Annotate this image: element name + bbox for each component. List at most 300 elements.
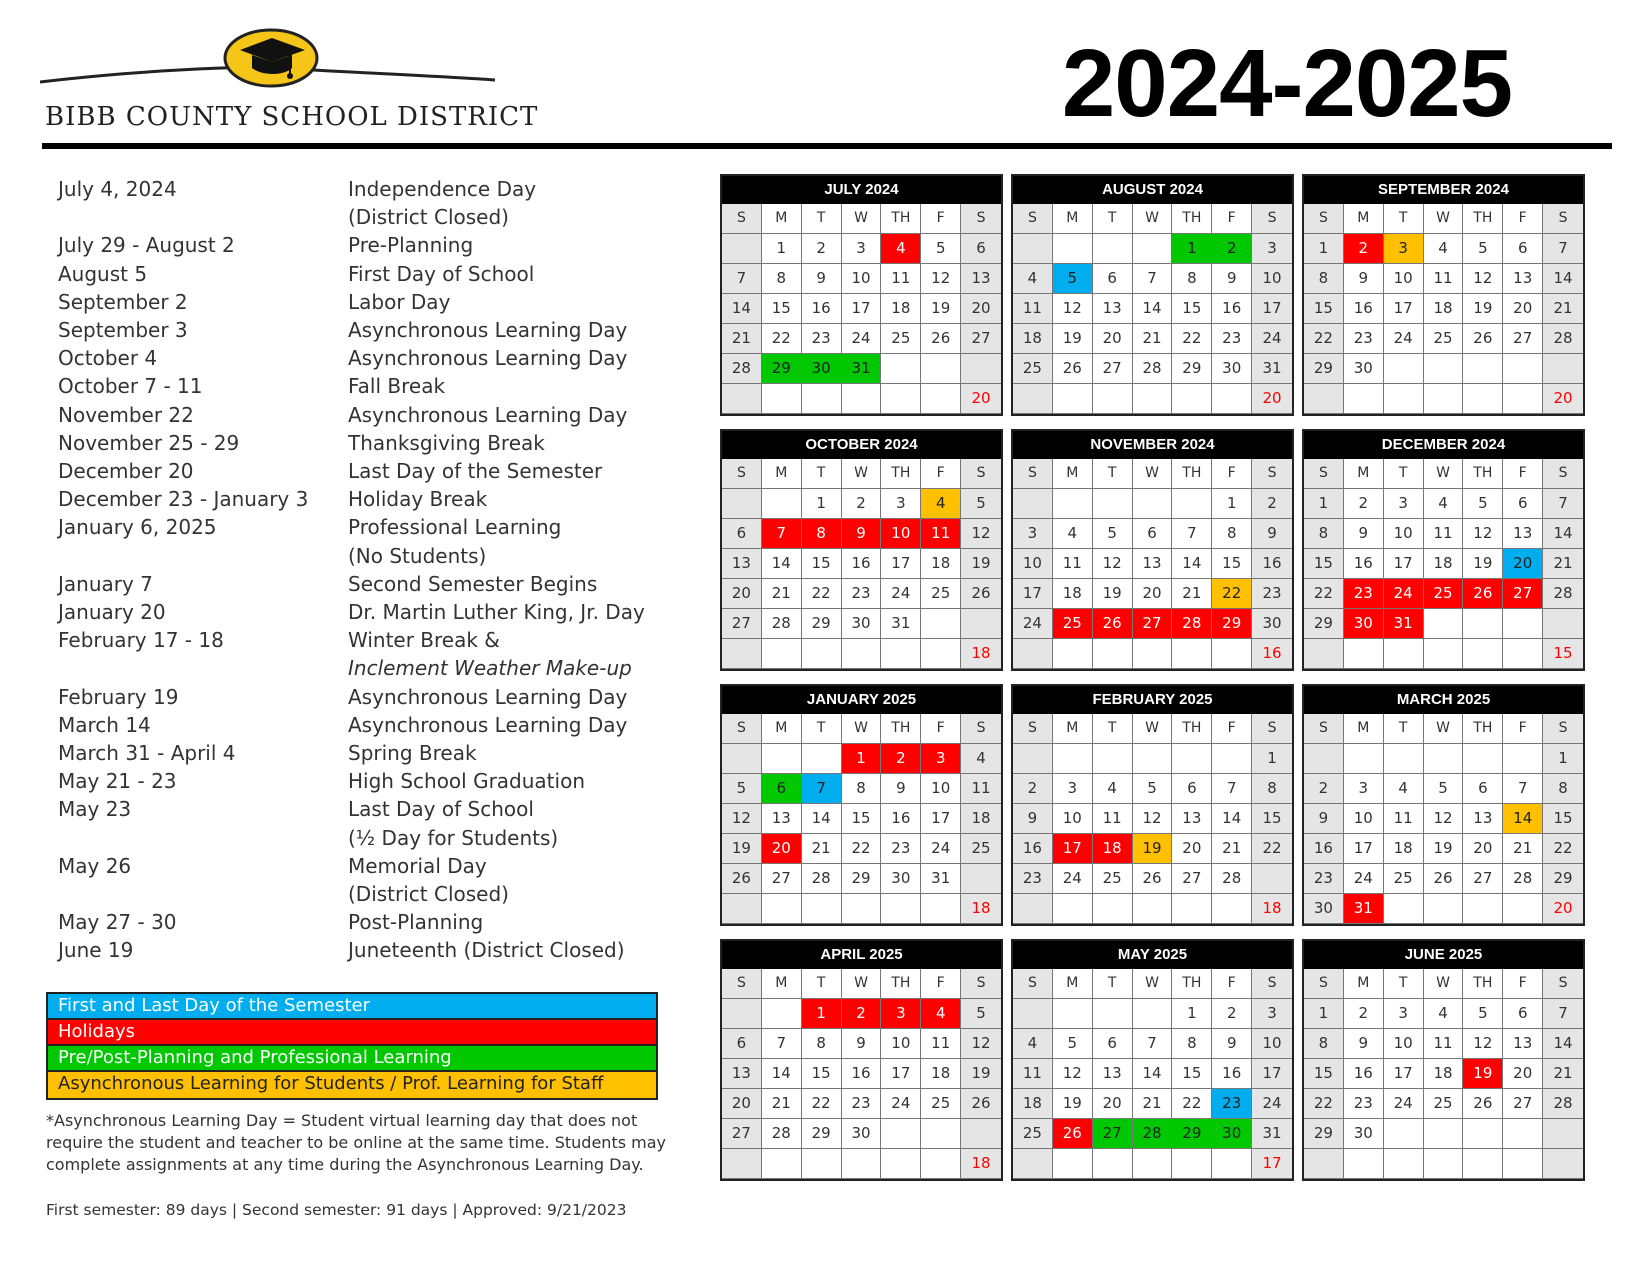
day-cell: 22 [1543,834,1583,864]
empty-cell [1053,639,1093,669]
day-cell: 11 [1424,1029,1464,1059]
day-cell: 25 [1093,864,1133,894]
school-day-count: 18 [961,894,1001,924]
day-cell: 16 [1252,549,1292,579]
day-cell: 30 [881,864,921,894]
month-calendar [1011,684,1294,926]
empty-cell [1503,744,1543,774]
weekday-header: TH [1463,459,1503,489]
weekday-header: W [1424,714,1464,744]
day-cell: 24 [1252,1089,1292,1119]
empty-cell [802,1149,842,1179]
empty-cell [1013,234,1053,264]
weekday-header: W [1133,714,1173,744]
weekday-header: S [1543,969,1583,999]
weekday-header: W [1133,204,1173,234]
event-row [58,372,658,400]
day-cell: 1 [762,234,802,264]
day-cell: 22 [802,579,842,609]
day-cell: 20 [722,579,762,609]
day-cell: 23 [1304,864,1344,894]
day-cell: 13 [1463,804,1503,834]
day-cell: 29 [1212,609,1252,639]
day-cell: 14 [1543,519,1583,549]
day-cell: 22 [1304,1089,1344,1119]
day-cell: 29 [1172,354,1212,384]
event-name-line: Independence Day [348,177,537,201]
school-day-count: 20 [961,384,1001,414]
day-cell: 30 [842,1119,882,1149]
month-calendar [720,174,1003,416]
day-cell: 31 [1252,354,1292,384]
month-calendar [1302,684,1585,926]
day-cell: 23 [881,834,921,864]
day-cell: 24 [1384,579,1424,609]
weekday-header: M [1053,969,1093,999]
day-cell: 7 [1543,489,1583,519]
day-cell: 1 [802,999,842,1029]
empty-cell [1212,384,1252,414]
day-cell: 8 [1172,1029,1212,1059]
district-name: BIBB COUNTY SCHOOL DISTRICT [45,102,539,132]
day-cell: 28 [722,354,762,384]
day-cell: 13 [1503,264,1543,294]
school-day-count: 20 [1543,384,1583,414]
day-cell: 3 [1384,489,1424,519]
empty-cell [961,354,1001,384]
empty-cell [1503,354,1543,384]
event-name [348,852,658,908]
day-cell: 12 [1463,1029,1503,1059]
event-name-line: Dr. Martin Luther King, Jr. Day [348,600,645,625]
day-cell: 23 [842,579,882,609]
weekday-header: M [1053,204,1093,234]
empty-cell [802,639,842,669]
day-cell: 21 [1172,579,1212,609]
day-cell: 12 [1424,804,1464,834]
day-cell: 22 [802,1089,842,1119]
month-title: AUGUST 2024 [1013,176,1292,204]
day-cell: 3 [1013,519,1053,549]
empty-cell [1503,609,1543,639]
day-cell: 23 [1013,864,1053,894]
day-cell: 26 [1463,1089,1503,1119]
day-cell: 21 [1212,834,1252,864]
day-cell: 1 [1252,744,1292,774]
empty-cell [1543,354,1583,384]
day-cell: 26 [1053,1119,1093,1149]
empty-cell [1384,1149,1424,1179]
day-cell: 17 [1384,294,1424,324]
legend-item-orange: Asynchronous Learning for Students / Prof. Learning for Staff [48,1072,656,1098]
day-cell: 12 [961,519,1001,549]
day-cell: 18 [1013,1089,1053,1119]
day-cell: 17 [881,549,921,579]
day-cell: 4 [1093,774,1133,804]
day-cell: 20 [1503,294,1543,324]
day-cell: 16 [1344,1059,1384,1089]
weekday-header: F [921,204,961,234]
day-cell: 15 [1172,1059,1212,1089]
day-cell: 28 [762,1119,802,1149]
day-cell: 6 [1133,519,1173,549]
event-name-line: Post-Planning [348,910,484,935]
day-cell: 17 [842,294,882,324]
event-date: September 2 [58,289,188,314]
event-row [58,175,658,231]
day-cell: 9 [842,1029,882,1059]
day-cell: 10 [1384,1029,1424,1059]
weekday-header: S [1543,714,1583,744]
day-cell: 20 [1463,834,1503,864]
event-name-line: Last Day of School [348,797,534,822]
empty-cell [1424,894,1464,924]
weekday-header: TH [881,459,921,489]
weekday-header: TH [881,969,921,999]
weekday-header: S [1013,204,1053,234]
empty-cell [1013,384,1053,414]
event-row [58,344,658,372]
weekday-header: S [961,459,1001,489]
empty-cell [1013,894,1053,924]
empty-cell [1053,1149,1093,1179]
day-cell: 22 [842,834,882,864]
empty-cell [961,864,1001,894]
weekday-header: TH [1172,714,1212,744]
month-calendar [1011,429,1294,671]
empty-cell [1424,639,1464,669]
empty-cell [1463,354,1503,384]
event-date: February 17 - 18 [58,628,224,653]
day-cell: 11 [921,519,961,549]
day-cell: 6 [1463,774,1503,804]
day-cell: 9 [842,519,882,549]
event-row [58,429,658,457]
day-cell: 4 [1013,264,1053,294]
event-name-line: Asynchronous Learning Day [348,402,628,427]
day-cell: 22 [1172,324,1212,354]
day-cell: 13 [961,264,1001,294]
day-cell: 12 [1053,1059,1093,1089]
day-cell: 4 [921,489,961,519]
day-cell: 25 [1384,864,1424,894]
day-cell: 24 [921,834,961,864]
day-cell: 1 [842,744,882,774]
weekday-header: S [1304,969,1344,999]
day-cell: 18 [921,549,961,579]
weekday-header: W [842,714,882,744]
day-cell: 30 [1344,609,1384,639]
month-title: OCTOBER 2024 [722,431,1001,459]
day-cell: 7 [1212,774,1252,804]
day-cell: 2 [1252,489,1292,519]
day-cell: 13 [1503,519,1543,549]
event-date: October 4 [58,346,158,371]
event-name-line: Spring Break [348,741,477,766]
event-name [348,344,658,372]
day-cell: 19 [722,834,762,864]
empty-cell [1304,1149,1344,1179]
day-cell: 12 [1133,804,1173,834]
empty-cell [1463,384,1503,414]
day-cell: 29 [842,864,882,894]
day-cell: 27 [1503,1089,1543,1119]
day-cell: 3 [1252,999,1292,1029]
day-cell: 13 [722,549,762,579]
day-cell: 13 [762,804,802,834]
day-cell: 1 [1304,234,1344,264]
day-cell: 8 [762,264,802,294]
event-row [58,513,658,569]
day-cell: 23 [1344,1089,1384,1119]
event-date: January 20 [58,600,166,625]
empty-cell [1093,894,1133,924]
weekday-header: TH [1463,969,1503,999]
empty-cell [1172,384,1212,414]
school-day-count: 20 [1252,384,1292,414]
day-cell: 6 [722,1029,762,1059]
empty-cell [1013,639,1053,669]
day-cell: 3 [842,234,882,264]
weekday-header: T [1093,969,1133,999]
empty-cell [762,1149,802,1179]
day-cell: 26 [1463,324,1503,354]
day-cell: 5 [1463,999,1503,1029]
day-cell: 14 [762,549,802,579]
weekday-header: F [921,969,961,999]
day-cell: 20 [722,1089,762,1119]
weekday-header: M [1344,714,1384,744]
day-cell: 28 [1212,864,1252,894]
weekday-header: S [1252,714,1292,744]
day-cell: 18 [1424,549,1464,579]
day-cell: 3 [1252,234,1292,264]
weekday-header: S [1252,969,1292,999]
empty-cell [1133,384,1173,414]
month-title: APRIL 2025 [722,941,1001,969]
day-cell: 7 [1503,774,1543,804]
event-date: December 23 - January 3 [58,487,309,512]
weekday-header: W [1133,969,1173,999]
empty-cell [1463,609,1503,639]
empty-cell [1093,744,1133,774]
day-cell: 19 [1463,1059,1503,1089]
empty-cell [1252,864,1292,894]
day-cell: 13 [1133,549,1173,579]
weekday-header: S [1013,459,1053,489]
day-cell: 16 [802,294,842,324]
event-name [348,457,658,485]
day-cell: 12 [1463,264,1503,294]
empty-cell [722,489,762,519]
day-cell: 27 [961,324,1001,354]
empty-cell [1503,639,1543,669]
day-cell: 3 [1384,234,1424,264]
event-date: November 25 - 29 [58,430,240,455]
weekday-header: M [762,204,802,234]
legend-item-blue: First and Last Day of the Semester [48,994,656,1020]
day-cell: 12 [1053,294,1093,324]
empty-cell [1463,1149,1503,1179]
empty-cell [1133,234,1173,264]
empty-cell [1384,354,1424,384]
weekday-header: W [1424,204,1464,234]
day-cell: 26 [1424,864,1464,894]
day-cell: 2 [842,489,882,519]
day-cell: 26 [1093,609,1133,639]
empty-cell [921,894,961,924]
empty-cell [842,1149,882,1179]
day-cell: 2 [1344,234,1384,264]
day-cell: 2 [1304,774,1344,804]
empty-cell [762,744,802,774]
weekday-header: T [1093,204,1133,234]
day-cell: 11 [961,774,1001,804]
weekday-header: F [1503,969,1543,999]
empty-cell [1384,639,1424,669]
day-cell: 11 [1093,804,1133,834]
asynchronous-footnote: *Asynchronous Learning Day = Student virtual learning day that does not require the student and teacher to be online at the same time. Students may complete assignments at any time during the Asynchronous Learning Day. [46,1111,666,1174]
day-cell: 28 [1503,864,1543,894]
day-cell: 25 [1424,579,1464,609]
empty-cell [961,609,1001,639]
empty-cell [1053,489,1093,519]
day-cell: 8 [1172,264,1212,294]
empty-cell [1424,1119,1464,1149]
event-date: December 20 [58,459,194,484]
month-calendar [1302,429,1585,671]
empty-cell [1053,234,1093,264]
day-cell: 15 [1172,294,1212,324]
day-cell: 27 [1503,324,1543,354]
event-name-line: Last Day of the Semester [348,459,603,484]
empty-cell [921,1149,961,1179]
event-name [348,739,658,767]
empty-cell [921,384,961,414]
semester-summary: First semester: 89 days | Second semester: 91 days | Approved: 9/21/2023 [46,1201,627,1219]
day-cell: 14 [1212,804,1252,834]
day-cell: 21 [1543,294,1583,324]
event-name [348,936,658,964]
event-row [58,288,658,316]
event-name-line: Labor Day [348,289,451,314]
event-row [58,260,658,288]
day-cell: 7 [1543,999,1583,1029]
day-cell: 22 [1252,834,1292,864]
day-cell: 16 [1212,294,1252,324]
weekday-header: S [1304,459,1344,489]
empty-cell [1384,1119,1424,1149]
weekday-header: T [1093,714,1133,744]
day-cell: 31 [842,354,882,384]
weekday-header: S [1252,459,1292,489]
empty-cell [1424,744,1464,774]
weekday-header: F [1503,459,1543,489]
day-cell: 1 [1212,489,1252,519]
day-cell: 7 [722,264,762,294]
day-cell: 17 [1252,1059,1292,1089]
event-name-line: Asynchronous Learning Day [348,712,628,737]
day-cell: 4 [881,234,921,264]
legend-item-green: Pre/Post-Planning and Professional Learning [48,1046,656,1072]
weekday-header: S [1543,204,1583,234]
weekday-header: T [1384,459,1424,489]
day-cell: 20 [1503,549,1543,579]
day-cell: 27 [762,864,802,894]
weekday-header: M [1344,204,1384,234]
day-cell: 27 [1172,864,1212,894]
day-cell: 10 [921,774,961,804]
day-cell: 5 [722,774,762,804]
day-cell: 8 [1304,519,1344,549]
day-cell: 5 [1053,264,1093,294]
day-cell: 19 [1053,324,1093,354]
day-cell: 17 [1384,549,1424,579]
school-day-count: 20 [1543,894,1583,924]
day-cell: 9 [802,264,842,294]
day-cell: 14 [802,804,842,834]
month-title: JULY 2024 [722,176,1001,204]
day-cell: 1 [1304,489,1344,519]
empty-cell [1212,894,1252,924]
empty-cell [1133,894,1173,924]
day-cell: 24 [1344,864,1384,894]
empty-cell [1093,234,1133,264]
day-cell: 26 [1463,579,1503,609]
event-name [348,767,658,795]
weekday-header: T [802,714,842,744]
weekday-header: W [842,969,882,999]
weekday-header: M [1344,459,1384,489]
weekday-header: T [1093,459,1133,489]
day-cell: 4 [1424,489,1464,519]
day-cell: 15 [1304,1059,1344,1089]
event-date: March 31 - April 4 [58,741,236,766]
empty-cell [722,999,762,1029]
empty-cell [1013,1149,1053,1179]
day-cell: 31 [881,609,921,639]
day-cell: 19 [1133,834,1173,864]
day-cell: 21 [722,324,762,354]
day-cell: 20 [1093,324,1133,354]
empty-cell [1013,489,1053,519]
day-cell: 13 [1172,804,1212,834]
day-cell: 6 [722,519,762,549]
day-cell: 20 [1172,834,1212,864]
day-cell: 3 [1053,774,1093,804]
day-cell: 2 [842,999,882,1029]
empty-cell [921,354,961,384]
event-date: August 5 [58,261,148,286]
event-name [348,795,658,851]
empty-cell [1172,1149,1212,1179]
day-cell: 30 [1212,1119,1252,1149]
empty-cell [802,384,842,414]
event-row [58,908,658,936]
day-cell: 7 [1133,1029,1173,1059]
event-row [58,316,658,344]
day-cell: 9 [1212,264,1252,294]
day-cell: 15 [1304,549,1344,579]
school-day-count: 18 [961,639,1001,669]
event-name [348,372,658,400]
day-cell: 3 [881,999,921,1029]
day-cell: 16 [1304,834,1344,864]
weekday-header: T [1384,204,1424,234]
empty-cell [921,609,961,639]
empty-cell [1424,609,1464,639]
day-cell: 2 [881,744,921,774]
